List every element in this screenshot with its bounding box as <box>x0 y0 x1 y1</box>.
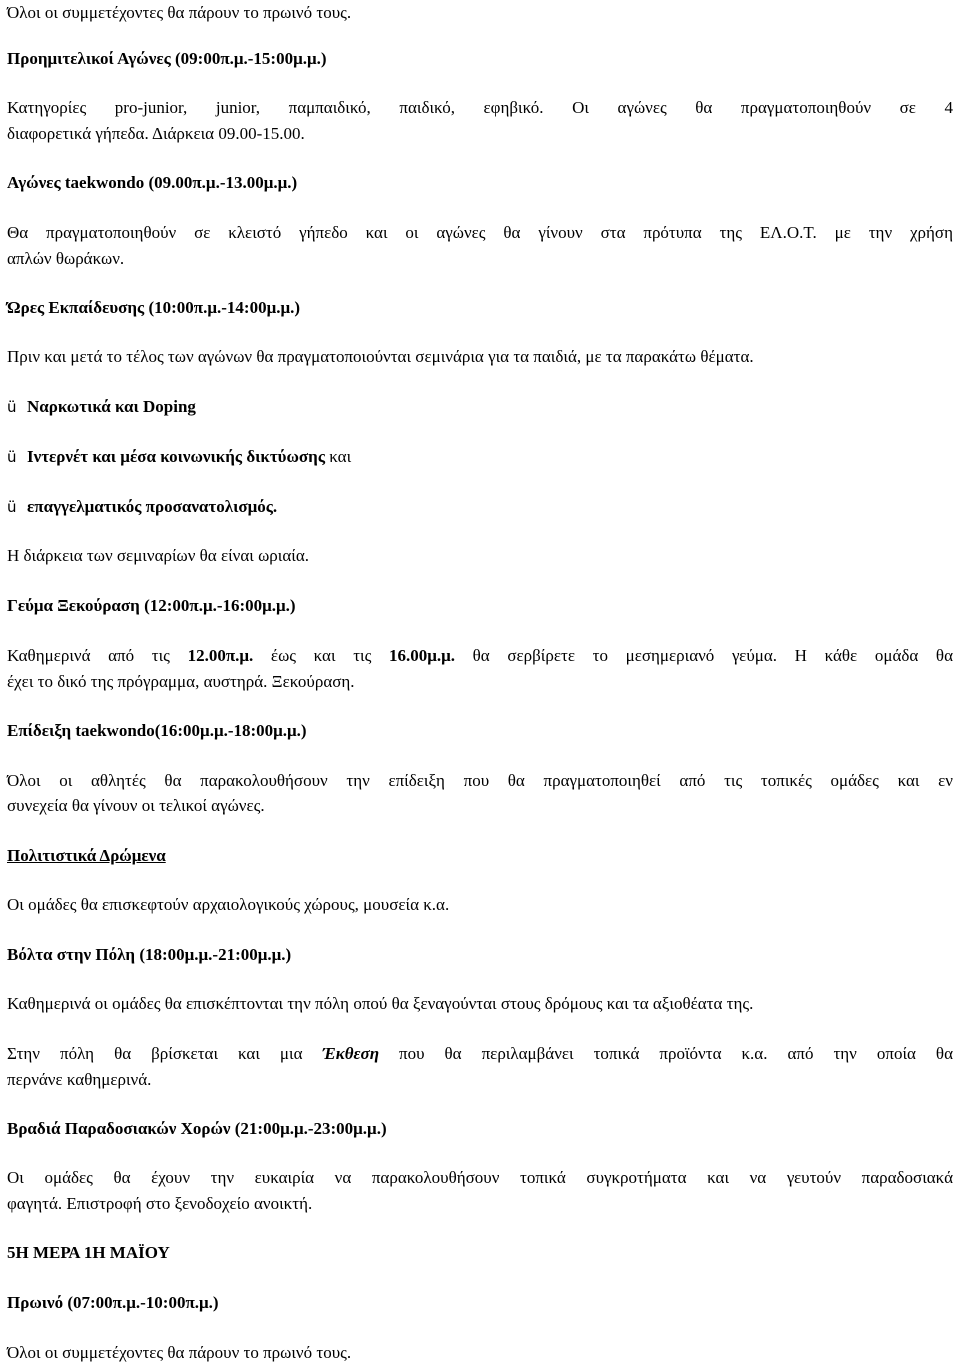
bullet-item-internet <box>7 447 351 467</box>
training-text: Πριν και μετά το τέλος των αγώνων θα πραγματοποιούνται σεμινάρια για τα παιδιά, με τα παρακάτω θέματα. <box>7 347 754 366</box>
bullet-item-career <box>7 497 277 517</box>
check-bullet-icon: ü <box>7 498 17 516</box>
bullet-text-internet: Ιντερνέτ και μέσα κοινωνικής δικτύωσης <box>27 447 326 466</box>
lunch-text-segment: Καθημερινά από τις <box>7 646 188 665</box>
exhibition-text-segment: Στην πόλη θα βρίσκεται και μια <box>7 1044 323 1063</box>
quarterfinals-text-1: Κατηγορίες pro-junior, junior, παμπαιδικό, παιδικό, εφηβικό. Οι αγώνες θα πραγματοποιηθούν σε 4 <box>7 98 953 117</box>
heading-city-walk: Βόλτα στην Πόλη (18:00μ.μ.-21:00μ.μ.) <box>7 945 292 964</box>
demo-text-1: Όλοι οι αθλητές θα παρακολουθήσουν την επίδειξη που θα πραγματοποιηθεί από τις τοπικές ομάδες και εν <box>7 771 953 790</box>
dances-text-2: φαγητά. Επιστροφή στο ξενοδοχείο ανοικτή. <box>7 1194 313 1213</box>
heading-taekwondo-matches: Αγώνες taekwondo (09.00π.μ.-13.00μ.μ.) <box>7 173 298 192</box>
lunch-text-segment: θα σερβίρετε το μεσημεριανό γεύμα. Η κάθε ομάδα θα <box>455 646 953 665</box>
lunch-text-1 <box>7 646 953 666</box>
heading-training-hours: Ώρες Εκπαίδευσης (10:00π.μ.-14:00μ.μ.) <box>7 298 301 317</box>
quarterfinals-text-2: διαφορετικά γήπεδα. Διάρκεια 09.00-15.00. <box>7 124 305 143</box>
lunch-text-2: έχει το δικό της πρόγραμμα, αυστηρά. Ξεκούραση. <box>7 672 355 691</box>
exhibition-text-1 <box>7 1044 953 1064</box>
bullet-text-career: επαγγελματικός προσανατολισμός. <box>27 497 278 516</box>
heading-breakfast: Πρωινό (07:00π.μ.-10:00π.μ.) <box>7 1293 219 1312</box>
exhibition-text-segment: που θα περιλαμβάνει τοπικά προϊόντα κ.α. από την οποία θα <box>379 1044 953 1063</box>
breakfast-note: Όλοι οι συμμετέχοντες θα πάρουν το πρωινό τους. <box>7 3 352 22</box>
bullet-text-drugs: Ναρκωτικά και Doping <box>27 397 196 416</box>
seminar-duration-text: Η διάρκεια των σεμιναρίων θα είναι ωριαία. <box>7 546 309 565</box>
cultural-text: Οι ομάδες θα επισκεφτούν αρχαιολογικούς χώρους, μουσεία κ.α. <box>7 895 450 914</box>
heading-quarterfinals: Προημιτελικοί Αγώνες (09:00π.μ.-15:00μ.μ.) <box>7 49 327 68</box>
heading-lunch-rest: Γεύμα Ξεκούραση (12:00π.μ.-16:00μ.μ.) <box>7 596 296 615</box>
check-bullet-icon: ü <box>7 448 17 466</box>
exhibition-word: Έκθεση <box>322 1044 380 1063</box>
heading-day-5: 5Η ΜΕΡΑ 1Η ΜΑΪΟΥ <box>7 1243 170 1262</box>
dances-text-1: Οι ομάδες θα έχουν την ευκαιρία να παρακολουθήσουν τοπικά συγκροτήματα και να γευτούν παραδοσιακά <box>7 1168 953 1187</box>
breakfast-note-last: Όλοι οι συμμετέχοντες θα πάρουν το πρωινό τους. <box>7 1343 352 1362</box>
heading-taekwondo-demo: Επίδειξη taekwondo(16:00μ.μ.-18:00μ.μ.) <box>7 721 307 740</box>
exhibition-text-2: περνάνε καθημερινά. <box>7 1070 152 1089</box>
heading-traditional-dances: Βραδιά Παραδοσιακών Χορών (21:00μ.μ.-23:00μ.μ.) <box>7 1119 387 1138</box>
taekwondo-text-2: απλών θωράκων. <box>7 249 125 268</box>
lunch-text-segment: έως και τις <box>253 646 389 665</box>
bullet-item-drugs <box>7 397 196 417</box>
city-walk-text: Καθημερινά οι ομάδες θα επισκέπτονται την πόλη οπού θα ξεναγούνται στους δρόμους και τα αξιοθέατα της. <box>7 994 754 1013</box>
taekwondo-text-1: Θα πραγματοποιηθούν σε κλειστό γήπεδο και οι αγώνες θα γίνουν στα πρότυπα της ΕΛ.Ο.Τ. με την χρήση <box>7 223 953 242</box>
heading-cultural-events: Πολιτιστικά Δρώμενα <box>7 846 166 865</box>
check-bullet-icon: ü <box>7 398 17 416</box>
lunch-end-time: 16.00μ.μ. <box>388 646 456 665</box>
lunch-start-time: 12.00π.μ. <box>187 646 254 665</box>
bullet-text-internet-tail: και <box>325 447 352 466</box>
demo-text-2: συνεχεία θα γίνουν οι τελικοί αγώνες. <box>7 796 265 815</box>
